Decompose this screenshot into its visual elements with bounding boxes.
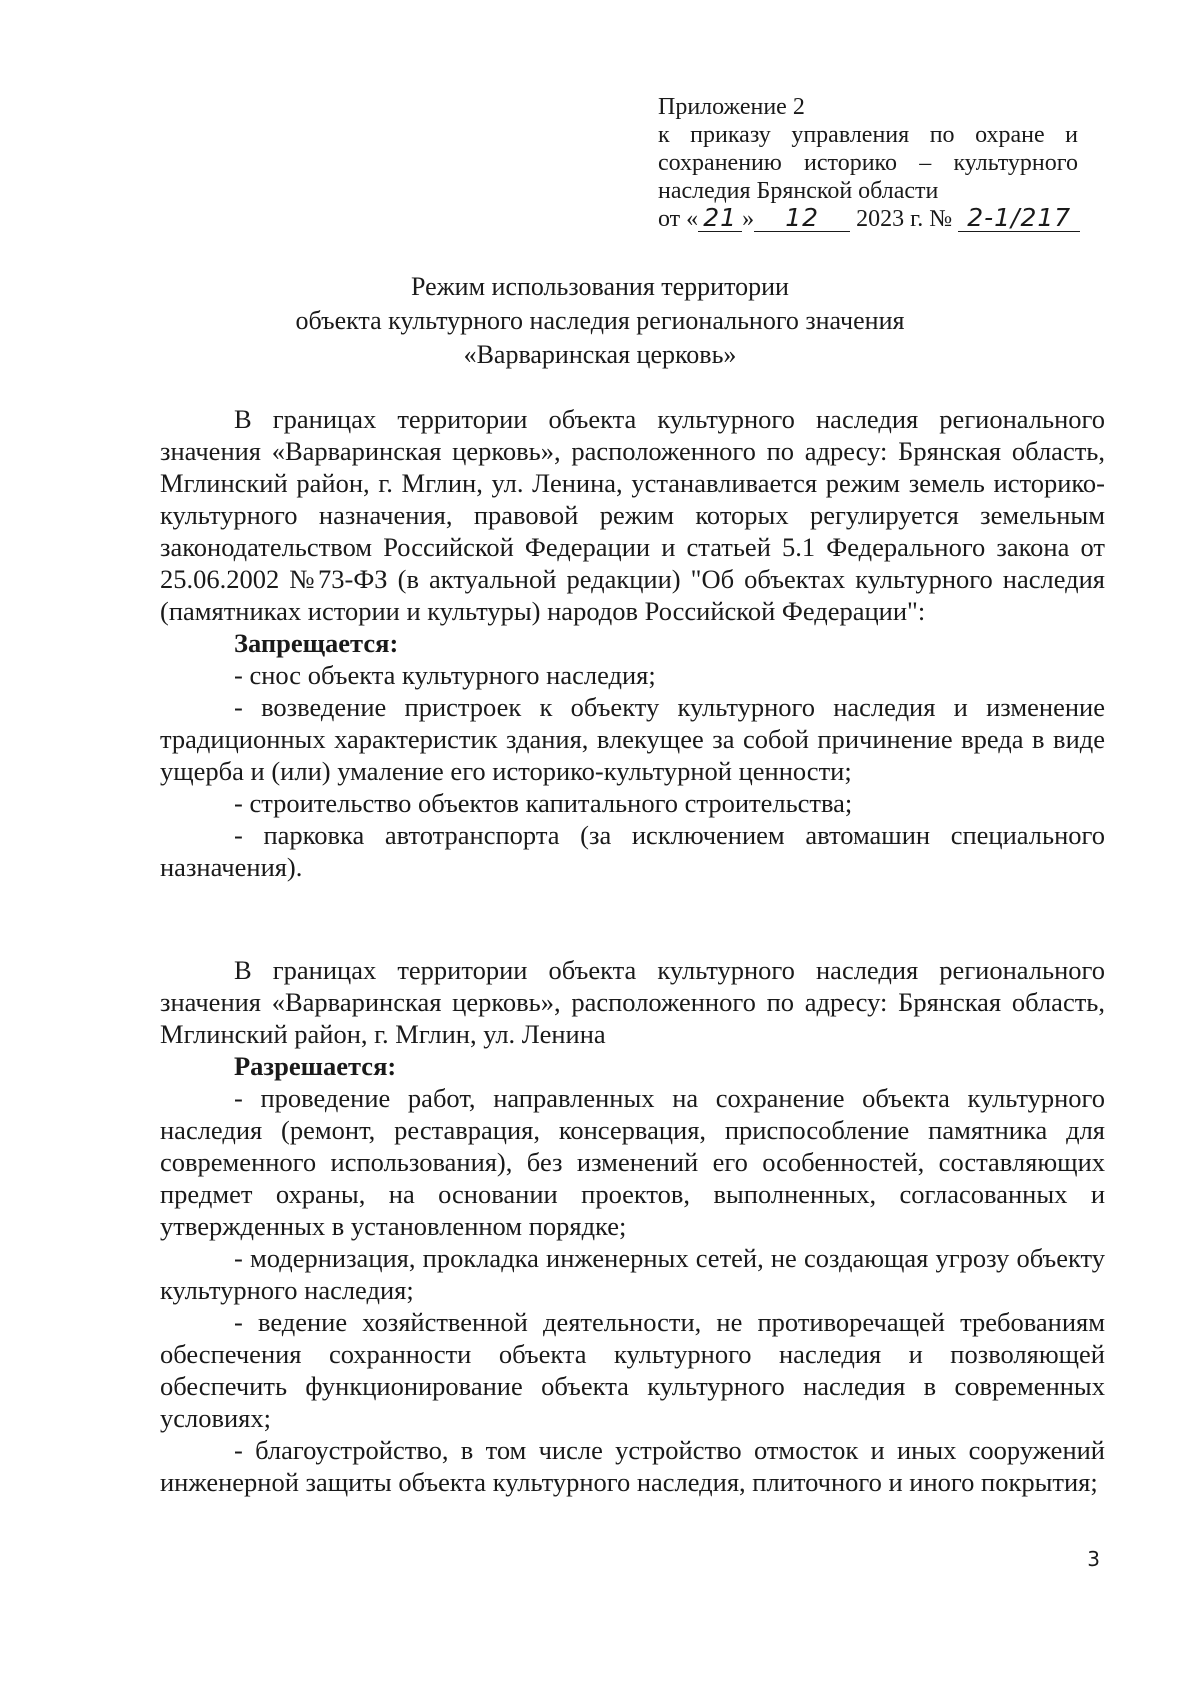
- document-title: [150, 270, 1050, 372]
- page-number: 3: [1087, 1547, 1100, 1571]
- year-text: 2023 г. №: [856, 206, 953, 232]
- title-line-1: Режим использования территории: [411, 272, 789, 301]
- handwritten-month: 12: [754, 205, 850, 232]
- date-mid: »: [742, 206, 755, 232]
- section1-item: - парковка автотранспорта (за исключением автомашин специального назначения).: [160, 820, 1105, 882]
- appendix-line-order: к приказу управления по охране и: [658, 122, 1078, 148]
- section1-item: - строительство объектов капитального строительства;: [234, 788, 853, 818]
- date-prefix: от «: [658, 206, 699, 232]
- handwritten-day: 21: [698, 205, 742, 232]
- section1-heading: Запрещается:: [234, 628, 399, 658]
- title-line-2: объекта культурного наследия регионального значения: [295, 306, 905, 335]
- appendix-line-department: сохранению историко – культурного: [658, 150, 1078, 176]
- appendix-reference: [658, 93, 1078, 233]
- section2-intro: В границах территории объекта культурного наследия регионального значения «Варваринская церковь», расположенного по адресу: Брянская область, Мглинский район, г. Мглин, ул. Ленина: [160, 955, 1105, 1049]
- section1-item: - возведение пристроек к объекту культурного наследия и изменение традиционных характеристик здания, влекущее за собой причинение вреда в виде ущерба и (или) умаление его историко-культурной ценности;: [160, 692, 1105, 786]
- section2-item: - модернизация, прокладка инженерных сетей, не создающая угрозу объекту культурного наследия;: [160, 1243, 1105, 1305]
- handwritten-order-number: 2-1/217: [958, 205, 1080, 232]
- appendix-line-region: наследия Брянской области: [658, 178, 939, 204]
- order-date-line: [658, 205, 1078, 233]
- section-prohibited: [160, 403, 1105, 883]
- section2-item: - проведение работ, направленных на сохранение объекта культурного наследия (ремонт, реставрация, консервация, приспособление памятника для современного использования), без изменений его особенностей, составляющих предмет охраны, на основании проектов, выполненных, согласованных и утвержденных в установленном порядке;: [160, 1083, 1105, 1241]
- section1-intro: В границах территории объекта культурного наследия регионального значения «Варваринская церковь», расположенного по адресу: Брянская область, Мглинский район, г. Мглин, ул. Ленина, устанавливается режим земель историко-культурного назначения, правовой режим которых регулируется земельным законодательством Российской Федерации и статьей 5.1 Федерального закона от 25.06.2002 №73-ФЗ (в актуальной редакции) "Об объектах культурного наследия (памятниках истории и культуры) народов Российской Федерации":: [160, 404, 1105, 626]
- section1-item: - снос объекта культурного наследия;: [234, 660, 656, 690]
- title-line-3: «Варваринская церковь»: [463, 340, 737, 369]
- section-permitted: [160, 954, 1105, 1498]
- section2-item: - ведение хозяйственной деятельности, не противоречащей требованиям обеспечения сохранности объекта культурного наследия и позволяющей обеспечить функционирование объекта культурного наследия в современных условиях;: [160, 1307, 1105, 1433]
- section2-item: - благоустройство, в том числе устройство отмосток и иных сооружений инженерной защиты объекта культурного наследия, плиточного и иного покрытия;: [160, 1435, 1105, 1497]
- section2-heading: Разрешается:: [234, 1051, 397, 1081]
- appendix-title: Приложение 2: [658, 94, 805, 120]
